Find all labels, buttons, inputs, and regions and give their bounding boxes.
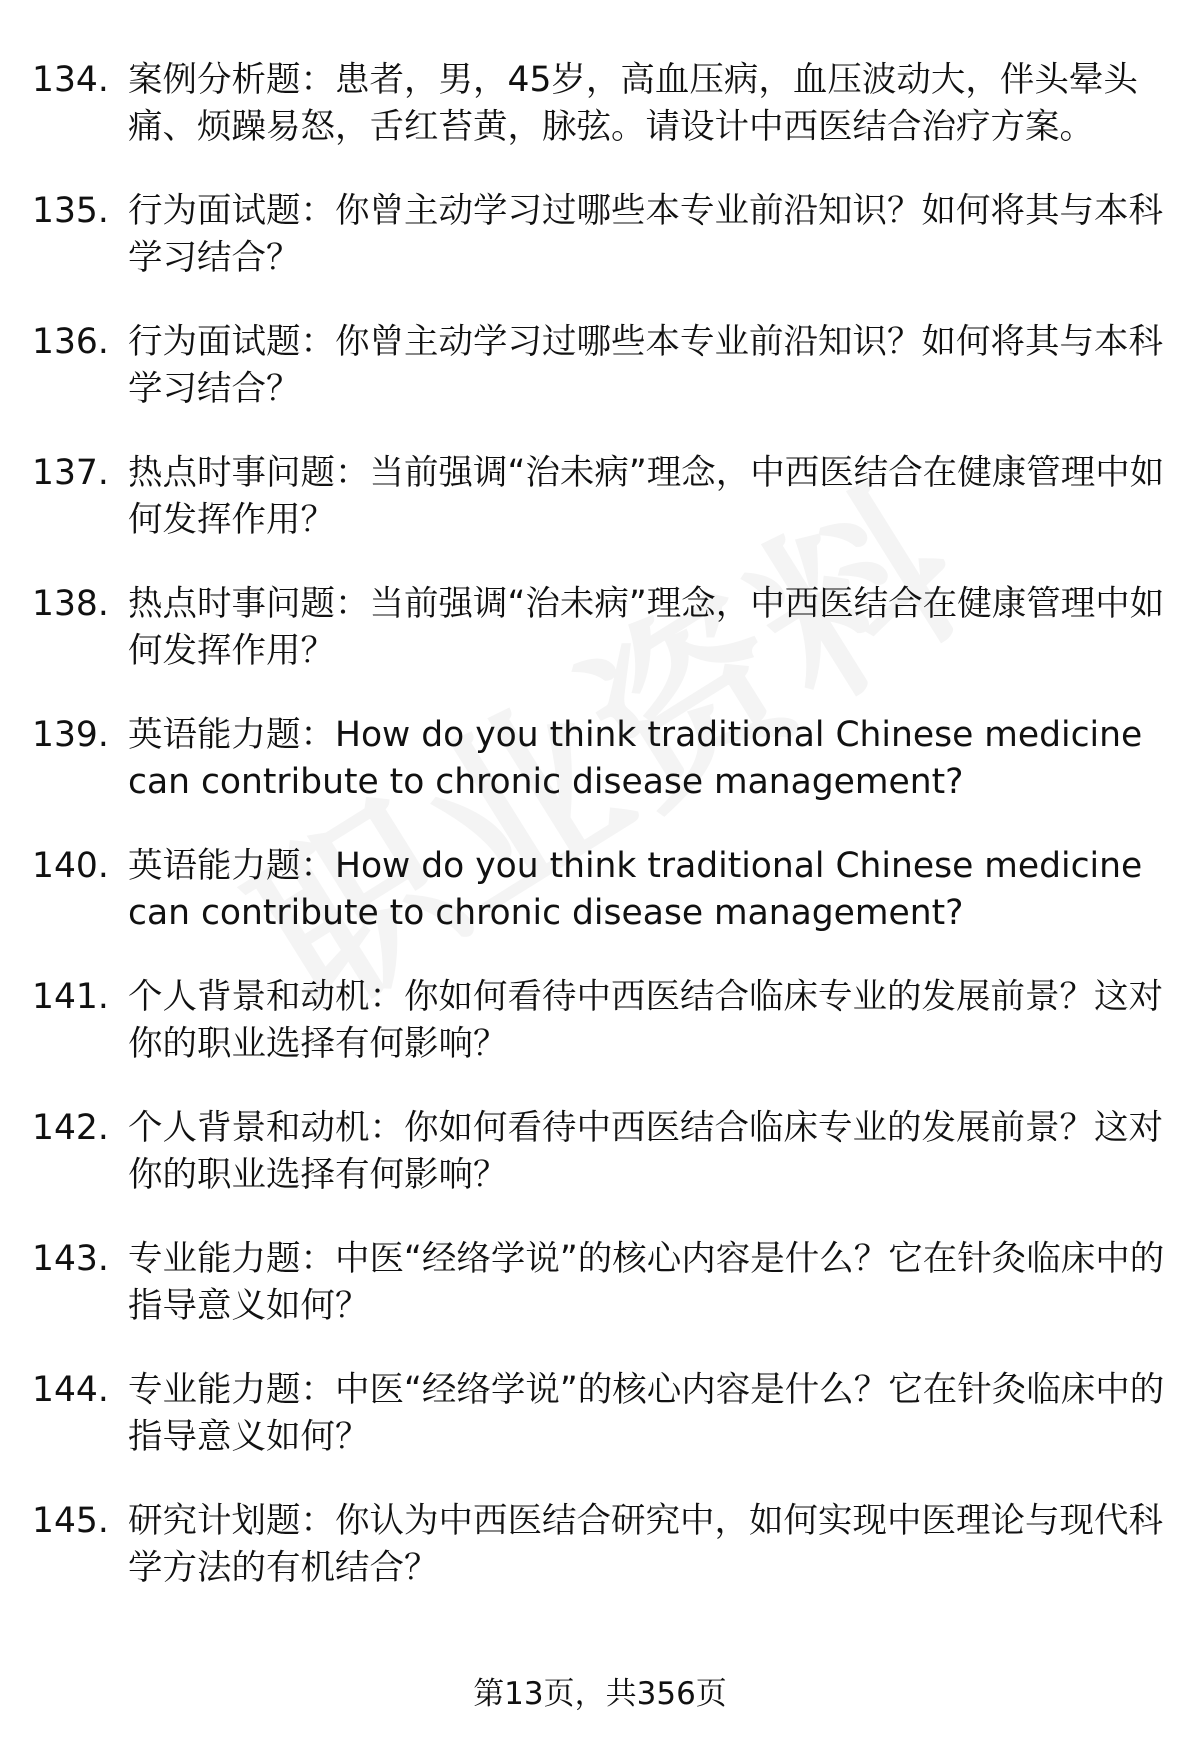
list-item [32, 450, 1172, 544]
list-item [32, 1498, 1172, 1592]
question-text: 热点时事问题：当前强调“治未病”理念，中西医结合在健康管理中如何发挥作用？ [128, 584, 1165, 671]
question-number: 139. [32, 715, 109, 755]
question-text: 英语能力题：How do you think traditional Chinese medicine can contribute to chronic disease management? [128, 715, 1143, 802]
question-number: 141. [32, 977, 109, 1017]
question-number: 142. [32, 1108, 109, 1148]
question-number: 144. [32, 1370, 109, 1410]
page-footer: 第13页，共356页 [473, 1676, 727, 1712]
question-text: 专业能力题：中医“经络学说”的核心内容是什么？它在针灸临床中的指导意义如何？ [128, 1370, 1165, 1457]
list-item [32, 1236, 1172, 1330]
question-text: 行为面试题：你曾主动学习过哪些本专业前沿知识？如何将其与本科学习结合？ [128, 322, 1163, 409]
question-text: 个人背景和动机：你如何看待中西医结合临床专业的发展前景？这对你的职业选择有何影响？ [128, 1108, 1163, 1195]
question-number: 143. [32, 1239, 109, 1279]
question-number: 137. [32, 453, 109, 493]
question-text: 个人背景和动机：你如何看待中西医结合临床专业的发展前景？这对你的职业选择有何影响？ [128, 977, 1163, 1064]
question-number: 134. [32, 60, 109, 100]
question-number: 136. [32, 322, 109, 362]
question-list [32, 57, 1172, 1629]
question-number: 145. [32, 1501, 109, 1541]
list-item [32, 319, 1172, 413]
question-text: 英语能力题：How do you think traditional Chinese medicine can contribute to chronic disease management? [128, 846, 1143, 933]
list-item [32, 581, 1172, 675]
list-item [32, 57, 1172, 151]
list-item [32, 1105, 1172, 1199]
question-text: 热点时事问题：当前强调“治未病”理念，中西医结合在健康管理中如何发挥作用？ [128, 453, 1165, 540]
list-item [32, 974, 1172, 1068]
question-number: 135. [32, 191, 109, 231]
list-item [32, 712, 1172, 806]
question-text: 行为面试题：你曾主动学习过哪些本专业前沿知识？如何将其与本科学习结合？ [128, 191, 1163, 278]
question-text: 案例分析题：患者，男，45岁，高血压病，血压波动大，伴头晕头痛、烦躁易怒，舌红苔黄，脉弦。请设计中西医结合治疗方案。 [128, 60, 1138, 147]
question-text: 研究计划题：你认为中西医结合研究中，如何实现中医理论与现代科学方法的有机结合？ [128, 1501, 1163, 1588]
question-number: 138. [32, 584, 109, 624]
list-item [32, 188, 1172, 282]
list-item [32, 843, 1172, 937]
question-text: 专业能力题：中医“经络学说”的核心内容是什么？它在针灸临床中的指导意义如何？ [128, 1239, 1165, 1326]
question-number: 140. [32, 846, 109, 886]
list-item [32, 1367, 1172, 1461]
